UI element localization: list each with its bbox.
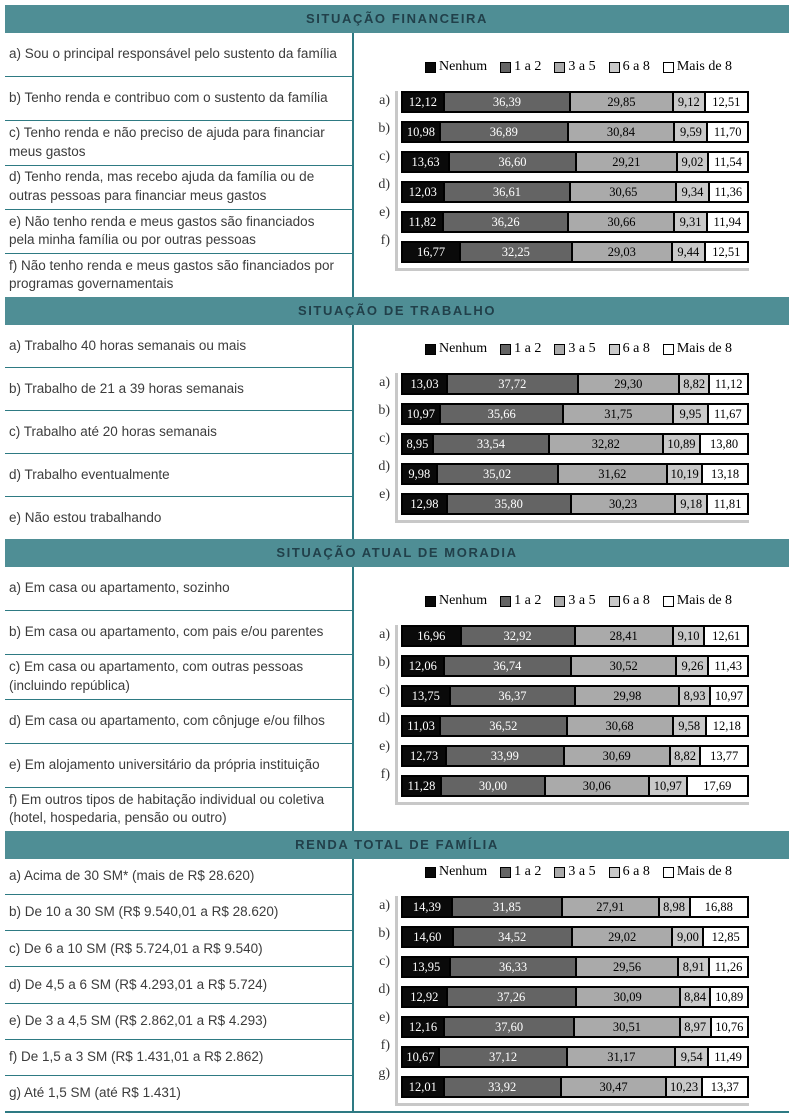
stacked-bar <box>401 715 749 737</box>
legend-swatch-icon <box>554 596 565 607</box>
stacked-bar <box>401 745 749 767</box>
category-item: b) Tenho renda e contribuo com o sustento da família <box>5 77 352 121</box>
bar-category-label: b) <box>378 655 390 670</box>
stacked-bar <box>401 151 749 173</box>
bar-segment: 10,89 <box>710 987 748 1007</box>
section <box>5 297 789 539</box>
bar-segment: 8,82 <box>670 746 701 766</box>
category-list <box>5 325 352 539</box>
legend-swatch-icon <box>425 344 436 355</box>
bar-segment: 11,67 <box>708 404 748 424</box>
section-title: SITUAÇÃO FINANCEIRA <box>305 11 489 26</box>
bar-segment: 30,51 <box>574 1017 680 1037</box>
legend-label: 3 a 5 <box>568 593 596 608</box>
bar-segment: 9,26 <box>676 656 708 676</box>
category-item: c) De 6 a 10 SM (R$ 5.724,01 a R$ 9.540) <box>5 931 352 967</box>
category-item: b) De 10 a 30 SM (R$ 9.540,01 a R$ 28.620) <box>5 895 352 931</box>
bar-segment: 11,81 <box>707 494 748 514</box>
legend-label: Mais de 8 <box>676 864 733 879</box>
bar-segment: 10,98 <box>402 122 440 142</box>
section-body <box>5 325 789 539</box>
bar-segment: 32,25 <box>460 242 572 262</box>
bar-segment: 11,70 <box>707 122 747 142</box>
bar-segment: 36,60 <box>449 152 576 172</box>
legend-label: 6 a 8 <box>622 864 650 879</box>
stacked-bar <box>401 1076 749 1098</box>
bar-segment: 35,02 <box>437 464 558 484</box>
stacked-bar <box>401 685 749 707</box>
chart-body <box>368 625 789 805</box>
legend-item <box>500 593 541 609</box>
bar-segment: 36,52 <box>440 716 566 736</box>
legend-label: Nenhum <box>438 341 488 356</box>
bar-category-label: e) <box>379 739 390 754</box>
section <box>5 539 789 831</box>
chart-labels <box>368 625 390 805</box>
bar-segment: 9,58 <box>673 716 706 736</box>
bar-segment: 9,54 <box>675 1047 708 1067</box>
bar-category-label: f) <box>380 1038 390 1053</box>
bar-category-label: a) <box>379 375 390 390</box>
bar-segment: 30,66 <box>568 212 674 232</box>
bar-segment: 9,12 <box>673 92 705 112</box>
stacked-bar <box>401 1016 749 1038</box>
section-header <box>5 297 789 325</box>
legend-label: Nenhum <box>438 59 488 74</box>
stacked-bar <box>401 241 749 263</box>
legend-swatch-icon <box>609 62 620 73</box>
bar-segment: 34,52 <box>453 927 572 947</box>
legend-label: 1 a 2 <box>514 341 542 356</box>
legend-swatch-icon <box>425 62 436 73</box>
bar-segment: 9,34 <box>676 182 708 202</box>
bar-segment: 31,17 <box>567 1047 675 1067</box>
section-header <box>5 5 789 33</box>
category-item: d) Trabalho eventualmente <box>5 454 352 497</box>
legend-item <box>425 593 487 609</box>
section-title: SITUAÇÃO ATUAL DE MORADIA <box>276 545 518 560</box>
bar-segment: 31,75 <box>563 404 673 424</box>
legend-swatch-icon <box>609 867 620 878</box>
bar-segment: 10,23 <box>666 1077 701 1097</box>
bar-category-label: g) <box>378 1066 390 1081</box>
bar-segment: 11,49 <box>708 1047 748 1067</box>
bar-category-label: b) <box>378 403 390 418</box>
category-item: a) Acima de 30 SM* (mais de R$ 28.620) <box>5 859 352 895</box>
stacked-bar <box>401 956 749 978</box>
chart-labels <box>368 373 390 523</box>
stacked-bar <box>401 121 749 143</box>
bar-category-label: e) <box>379 487 390 502</box>
bar-segment: 12,18 <box>706 716 748 736</box>
category-item: e) Não tenho renda e meus gastos são financiados pela minha família ou por outras pessoas <box>5 210 352 254</box>
stacked-bar <box>401 986 749 1008</box>
bar-segment: 11,36 <box>709 182 748 202</box>
bar-category-label: a) <box>379 898 390 913</box>
bar-segment: 33,99 <box>446 746 564 766</box>
legend-item <box>425 341 487 357</box>
bar-segment: 36,37 <box>450 686 576 706</box>
legend-item <box>609 593 650 609</box>
bar-segment: 10,89 <box>663 434 701 454</box>
chart-labels <box>368 896 390 1106</box>
stacked-bar <box>401 926 749 948</box>
bar-segment: 27,91 <box>562 897 659 917</box>
chart <box>354 59 789 271</box>
category-list <box>5 33 352 297</box>
bar-segment: 32,92 <box>461 626 575 646</box>
bar-segment: 33,54 <box>433 434 549 454</box>
legend-label: Mais de 8 <box>676 593 733 608</box>
bar-segment: 9,31 <box>674 212 706 232</box>
bar-segment: 8,97 <box>680 1017 711 1037</box>
category-item: f) De 1,5 a 3 SM (R$ 1.431,01 a R$ 2.862) <box>5 1040 352 1076</box>
bar-segment: 30,52 <box>571 656 677 676</box>
bar-segment: 13,95 <box>402 957 450 977</box>
bar-segment: 37,26 <box>447 987 576 1007</box>
bar-category-label: b) <box>378 121 390 136</box>
legend-label: 6 a 8 <box>622 59 650 74</box>
bar-segment: 9,10 <box>673 626 704 646</box>
stacked-bar <box>401 775 749 797</box>
stacked-bar <box>401 403 749 425</box>
bar-segment: 10,76 <box>711 1017 748 1037</box>
legend-swatch-icon <box>500 596 511 607</box>
legend-label: 1 a 2 <box>514 59 542 74</box>
bar-segment: 30,09 <box>576 987 680 1007</box>
legend-item <box>663 593 732 609</box>
legend-swatch-icon <box>609 344 620 355</box>
category-item: d) De 4,5 a 6 SM (R$ 4.293,01 a R$ 5.724) <box>5 967 352 1003</box>
bar-segment: 16,88 <box>690 897 748 917</box>
legend-swatch-icon <box>425 867 436 878</box>
category-item: a) Sou o principal responsável pelo sustento da família <box>5 33 352 77</box>
bar-segment: 11,12 <box>709 374 747 394</box>
stacked-bar <box>401 493 749 515</box>
bar-segment: 10,19 <box>667 464 702 484</box>
section-body <box>5 33 789 297</box>
bar-segment: 11,28 <box>402 776 441 796</box>
bar-category-label: e) <box>379 205 390 220</box>
category-item: c) Trabalho até 20 horas semanais <box>5 411 352 454</box>
legend-swatch-icon <box>500 867 511 878</box>
bar-segment: 10,97 <box>402 404 440 424</box>
bar-segment: 11,43 <box>708 656 748 676</box>
section <box>5 5 789 297</box>
bar-segment: 35,66 <box>440 404 563 424</box>
bar-segment: 14,39 <box>402 897 452 917</box>
bar-segment: 16,96 <box>402 626 461 646</box>
legend-label: 3 a 5 <box>568 864 596 879</box>
legend-item <box>663 864 732 880</box>
stacked-bar <box>401 433 749 455</box>
legend-swatch-icon <box>500 344 511 355</box>
bar-category-label: c) <box>379 683 390 698</box>
chart-panel <box>352 33 789 297</box>
bar-segment: 32,82 <box>549 434 663 454</box>
bar-segment: 29,30 <box>578 374 679 394</box>
legend-item <box>609 59 650 75</box>
legend-swatch-icon <box>663 867 674 878</box>
section-body <box>5 567 789 831</box>
bar-segment: 30,47 <box>561 1077 666 1097</box>
bar-segment: 9,44 <box>672 242 705 262</box>
chart <box>354 341 789 523</box>
bar-segment: 30,84 <box>568 122 675 142</box>
section-title: SITUAÇÃO DE TRABALHO <box>297 303 497 318</box>
bar-category-label: c) <box>379 431 390 446</box>
legend-item <box>554 864 595 880</box>
bar-segment: 9,95 <box>673 404 707 424</box>
bar-category-label: c) <box>379 149 390 164</box>
bar-segment: 10,97 <box>649 776 687 796</box>
bar-segment: 8,95 <box>402 434 433 454</box>
bar-category-label: f) <box>380 767 390 782</box>
legend-label: 3 a 5 <box>568 59 596 74</box>
bar-segment: 11,94 <box>707 212 748 232</box>
chart-bars <box>395 91 749 271</box>
legend-item <box>554 593 595 609</box>
chart-labels <box>368 91 390 271</box>
bar-segment: 36,39 <box>444 92 570 112</box>
bar-segment: 36,33 <box>450 957 576 977</box>
bar-segment: 8,91 <box>678 957 709 977</box>
bar-segment: 30,23 <box>571 494 676 514</box>
bar-segment: 11,82 <box>402 212 443 232</box>
bar-segment: 30,65 <box>570 182 676 202</box>
bar-segment: 36,61 <box>444 182 571 202</box>
stacked-bar <box>401 625 749 647</box>
stacked-bar <box>401 655 749 677</box>
chart-body <box>368 91 789 271</box>
bar-segment: 13,77 <box>700 746 748 766</box>
chart-body <box>368 373 789 523</box>
legend-item <box>500 864 541 880</box>
category-item: d) Tenho renda, mas recebo ajuda da família ou de outras pessoas para financiar meus gastos <box>5 166 352 210</box>
legend-item <box>425 59 487 75</box>
bar-segment: 30,68 <box>567 716 673 736</box>
chart-bars <box>395 625 749 805</box>
chart-panel <box>352 859 789 1111</box>
chart-legend <box>368 341 789 357</box>
bar-segment: 13,75 <box>402 686 450 706</box>
bar-segment: 11,03 <box>402 716 440 736</box>
category-list <box>5 567 352 831</box>
bar-segment: 16,77 <box>402 242 460 262</box>
legend-label: 1 a 2 <box>514 864 542 879</box>
bar-segment: 36,89 <box>440 122 568 142</box>
bar-segment: 9,02 <box>677 152 708 172</box>
legend-label: Mais de 8 <box>676 341 733 356</box>
bar-segment: 29,85 <box>570 92 673 112</box>
bar-segment: 30,00 <box>441 776 545 796</box>
bar-segment: 37,12 <box>439 1047 567 1067</box>
bar-segment: 13,03 <box>402 374 447 394</box>
legend-label: Nenhum <box>438 864 488 879</box>
bar-category-label: e) <box>379 1010 390 1025</box>
section-title: RENDA TOTAL DE FAMÍLIA <box>295 837 499 852</box>
category-item: f) Em outros tipos de habitação individual ou coletiva (hotel, hospedaria, pensão ou outro) <box>9 791 325 826</box>
stacked-bar <box>401 211 749 233</box>
bar-segment: 9,59 <box>674 122 707 142</box>
chart <box>354 864 789 1106</box>
bar-segment: 12,51 <box>705 242 748 262</box>
bar-segment: 12,85 <box>703 927 747 947</box>
bar-category-label: d) <box>378 711 390 726</box>
bar-segment: 10,97 <box>710 686 748 706</box>
chart-legend <box>368 593 789 609</box>
bar-category-label: b) <box>378 926 390 941</box>
bar-segment: 12,12 <box>402 92 444 112</box>
legend-swatch-icon <box>425 596 436 607</box>
category-item: c) Em casa ou apartamento, com outras pessoas (incluindo república) <box>5 655 352 699</box>
bar-segment: 13,18 <box>702 464 748 484</box>
category-item: e) De 3 a 4,5 SM (R$ 2.862,01 a R$ 4.293) <box>5 1004 352 1040</box>
bar-segment: 12,73 <box>402 746 446 766</box>
legend-label: Nenhum <box>438 593 488 608</box>
legend-item <box>609 864 650 880</box>
bar-segment: 9,00 <box>672 927 703 947</box>
bar-segment: 14,60 <box>402 927 453 947</box>
legend-item <box>554 59 595 75</box>
category-list <box>5 859 352 1111</box>
bar-segment: 29,98 <box>575 686 679 706</box>
bar-segment: 13,37 <box>702 1077 748 1097</box>
bar-segment: 29,03 <box>572 242 672 262</box>
bar-segment: 9,98 <box>402 464 437 484</box>
bar-segment: 12,92 <box>402 987 447 1007</box>
stacked-bar <box>401 1046 749 1068</box>
legend-label: 6 a 8 <box>622 341 650 356</box>
stacked-bar <box>401 181 749 203</box>
bar-segment: 12,01 <box>402 1077 444 1097</box>
legend-item <box>609 341 650 357</box>
legend-item <box>500 59 541 75</box>
chart-panel <box>352 567 789 831</box>
bar-segment: 29,56 <box>576 957 678 977</box>
bar-segment: 17,69 <box>687 776 748 796</box>
legend-swatch-icon <box>663 62 674 73</box>
bar-segment: 9,18 <box>675 494 707 514</box>
category-item: c) Tenho renda e não preciso de ajuda para financiar meus gastos <box>5 121 352 165</box>
legend-item <box>663 59 732 75</box>
legend-item <box>425 864 487 880</box>
legend-item <box>554 341 595 357</box>
bar-category-label: f) <box>380 233 390 248</box>
stacked-bar <box>401 896 749 918</box>
chart-panel <box>352 325 789 539</box>
category-item: a) Trabalho 40 horas semanais ou mais <box>5 325 352 368</box>
legend-item <box>500 341 541 357</box>
chart <box>354 593 789 805</box>
legend-swatch-icon <box>554 62 565 73</box>
bar-segment: 13,80 <box>700 434 748 454</box>
bar-category-label: d) <box>378 459 390 474</box>
category-item: a) Em casa ou apartamento, sozinho <box>5 567 352 611</box>
chart-body <box>368 896 789 1106</box>
legend-label: Mais de 8 <box>676 59 733 74</box>
category-item: b) Em casa ou apartamento, com pais e/ou parentes <box>5 611 352 655</box>
legend-swatch-icon <box>663 344 674 355</box>
bar-segment: 10,67 <box>402 1047 439 1067</box>
category-item: e) Em alojamento universitário da própria instituição <box>5 744 352 788</box>
bar-segment: 37,72 <box>447 374 578 394</box>
bar-segment: 29,21 <box>576 152 677 172</box>
chart-bars <box>395 896 749 1106</box>
bar-segment: 12,03 <box>402 182 444 202</box>
bar-segment: 12,16 <box>402 1017 444 1037</box>
section-header <box>5 831 789 859</box>
bar-segment: 12,51 <box>705 92 748 112</box>
legend-swatch-icon <box>500 62 511 73</box>
legend-swatch-icon <box>609 596 620 607</box>
legend-label: 6 a 8 <box>622 593 650 608</box>
bar-category-label: a) <box>379 627 390 642</box>
bar-segment: 36,74 <box>444 656 571 676</box>
bar-segment: 33,92 <box>444 1077 561 1097</box>
section-body <box>5 859 789 1113</box>
bar-category-label: c) <box>379 954 390 969</box>
legend-item <box>663 341 732 357</box>
bar-segment: 31,62 <box>558 464 667 484</box>
legend-swatch-icon <box>663 596 674 607</box>
bar-segment: 36,26 <box>443 212 568 232</box>
bar-segment: 31,85 <box>452 897 562 917</box>
stacked-bar <box>401 373 749 395</box>
chart-bars <box>395 373 749 523</box>
bar-segment: 28,41 <box>575 626 673 646</box>
bar-segment: 30,69 <box>564 746 670 766</box>
bar-segment: 12,61 <box>704 626 748 646</box>
legend-label: 3 a 5 <box>568 341 596 356</box>
stacked-bar <box>401 91 749 113</box>
chart-legend <box>368 59 789 75</box>
bar-segment: 8,82 <box>679 374 710 394</box>
category-item: e) Não estou trabalhando <box>9 509 162 525</box>
chart-legend <box>368 864 789 880</box>
bar-segment: 11,54 <box>708 152 748 172</box>
bar-segment: 37,60 <box>444 1017 574 1037</box>
category-item: d) Em casa ou apartamento, com cônjuge e/ou filhos <box>5 700 352 744</box>
section <box>5 831 789 1113</box>
bar-segment: 30,06 <box>545 776 649 796</box>
section-header <box>5 539 789 567</box>
bar-segment: 29,02 <box>572 927 672 947</box>
legend-swatch-icon <box>554 344 565 355</box>
bar-segment: 13,63 <box>402 152 449 172</box>
legend-swatch-icon <box>554 867 565 878</box>
bar-segment: 12,98 <box>402 494 447 514</box>
category-item: b) Trabalho de 21 a 39 horas semanais <box>5 368 352 411</box>
bar-category-label: d) <box>378 982 390 997</box>
bar-category-label: d) <box>378 177 390 192</box>
bar-segment: 12,06 <box>402 656 444 676</box>
category-item: g) Até 1,5 SM (até R$ 1.431) <box>9 1085 181 1101</box>
bar-segment: 8,84 <box>680 987 711 1007</box>
stacked-bar <box>401 463 749 485</box>
bar-segment: 8,98 <box>659 897 690 917</box>
bar-segment: 11,26 <box>709 957 748 977</box>
category-item: f) Não tenho renda e meus gastos são financiados por programas governamentais <box>9 257 334 292</box>
bar-segment: 8,93 <box>679 686 710 706</box>
bar-segment: 35,80 <box>447 494 571 514</box>
bar-category-label: a) <box>379 93 390 108</box>
legend-label: 1 a 2 <box>514 593 542 608</box>
